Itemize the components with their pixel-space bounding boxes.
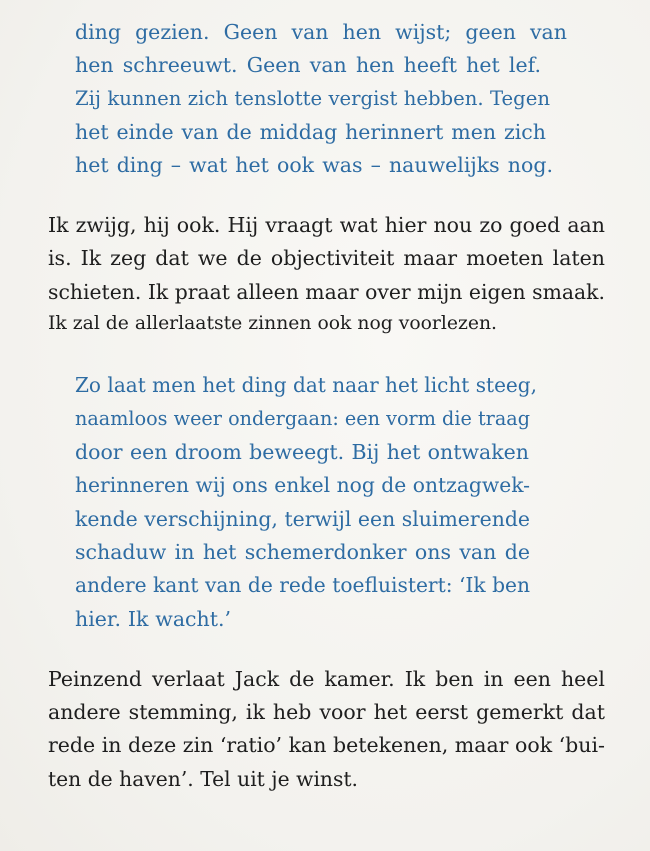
paragraph-2-line-1: Peinzend verlaat Jack de kamer. Ik ben in een heel (48, 667, 605, 691)
paragraph-2-line-2: andere stemming, ik heb voor het eerst gemerkt dat (48, 700, 605, 724)
quote-1-line-3: Zij kunnen zich tenslotte vergist hebben. Tegen (75, 87, 550, 110)
quote-1-line-4: het einde van de middag herinnert men zich (75, 120, 546, 144)
paragraph-1-line-2: is. Ik zeg dat we de objectiviteit maar moeten laten (48, 246, 605, 270)
quote-1-line-2: hen schreeuwt. Geen van hen heeft het lef. (75, 53, 541, 77)
quote-2-line-4: herinneren wij ons enkel nog de ontzagwek- (75, 473, 530, 497)
quote-2-line-2: naamloos weer ondergaan: een vorm die traag (75, 407, 530, 430)
quote-2-line-6: schaduw in het schemerdonker ons van de (75, 540, 530, 564)
paragraph-2-line-3: rede in deze zin ‘ratio’ kan betekenen, maar ook ‘bui- (48, 733, 605, 757)
quote-1-line-5: het ding – wat het ook was – nauwelijks nog. (75, 153, 553, 177)
quote-2-line-7: andere kant van de rede toefluistert: ‘Ik ben (75, 573, 530, 597)
paragraph-1-line-3: schieten. Ik praat alleen maar over mijn eigen smaak. (48, 280, 605, 304)
paragraph-1-line-4: Ik zal de allerlaatste zinnen ook nog voorlezen. (48, 313, 497, 334)
paragraph-1-line-1: Ik zwijg, hij ook. Hij vraagt wat hier nou zo goed aan (48, 213, 605, 237)
quote-2-line-1: Zo laat men het ding dat naar het licht steeg, (75, 373, 537, 397)
quote-1-line-1: ding gezien. Geen van hen wijst; geen van (75, 20, 567, 44)
quote-2-line-3: door een droom beweegt. Bij het ontwaken (75, 440, 529, 464)
quote-2-line-8: hier. Ik wacht.’ (75, 607, 231, 631)
paragraph-2-line-4: ten de haven’. Tel uit je winst. (48, 767, 358, 791)
quote-2-line-5: kende verschijning, terwijl een sluimerende (75, 507, 530, 531)
